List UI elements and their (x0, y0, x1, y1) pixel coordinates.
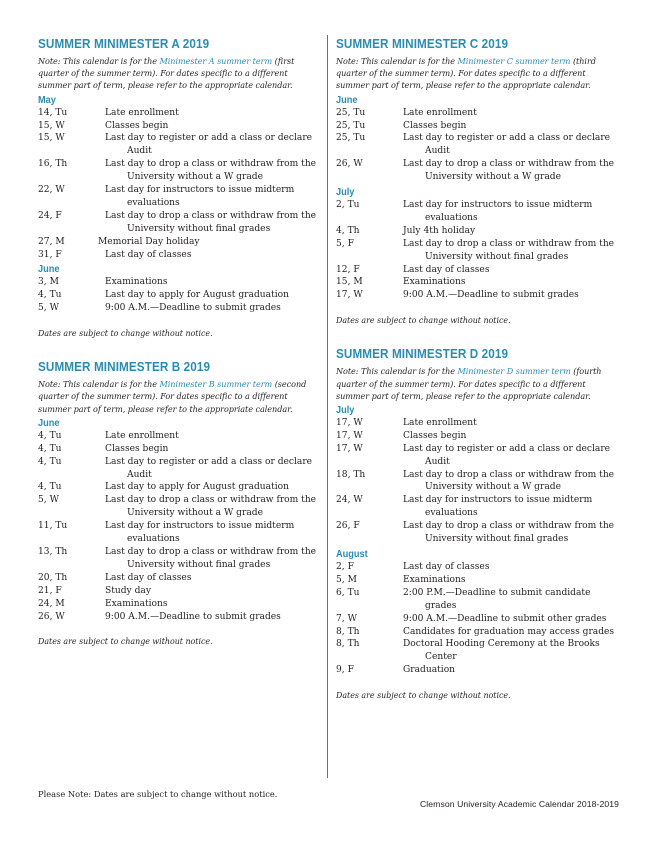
calendar-event (336, 638, 621, 664)
month-heading: June (38, 264, 60, 276)
calendar-event (38, 276, 320, 289)
calendar-event (38, 598, 320, 611)
event-date: 26, F (336, 521, 360, 532)
event-date: 20, Th (38, 572, 68, 583)
calendar-event (336, 132, 621, 158)
event-date: 7, W (336, 613, 357, 624)
event-description: Last day of classes (105, 572, 192, 583)
month-list (38, 95, 320, 316)
event-description: Last day to apply for August graduation (105, 482, 289, 493)
event-date: 26, W (38, 611, 65, 622)
event-description: Candidates for graduation may access grades (403, 626, 615, 637)
event-date: 4, Tu (38, 482, 62, 493)
event-date: 17, W (336, 443, 363, 454)
calendar-event (336, 225, 621, 238)
calendar-event (336, 520, 621, 546)
note-text: Note: This calendar is for the (336, 366, 458, 377)
event-date: 8, Th (336, 639, 360, 650)
calendar-event (336, 626, 621, 639)
month-list (336, 95, 621, 303)
calendar-event (38, 456, 320, 482)
event-date: 5, W (38, 495, 59, 506)
calendar-event (38, 572, 320, 585)
event-description: Graduation (403, 665, 456, 676)
event-description: Examinations (403, 574, 466, 585)
event-description: Last day of classes (403, 264, 490, 275)
event-date: 18, Th (336, 469, 366, 480)
event-date: 2, Tu (336, 200, 360, 211)
event-date: 5, F (336, 238, 354, 249)
event-description: Last day to drop a class or withdraw from the University without a W grade (403, 469, 615, 493)
note-text: (second quarter of the summer term). For dates specific to a different summer part of term, please refer to the appropriate calendar. (38, 379, 307, 414)
event-date: 15, M (336, 277, 363, 288)
section-title: SUMMER MINIMESTER C 2019 (336, 37, 509, 51)
calendar-event (38, 289, 320, 302)
event-date: 16, Th (38, 159, 68, 170)
event-description: Late enrollment (403, 417, 477, 428)
calendar-event (38, 107, 320, 120)
calendar-event (38, 302, 320, 315)
event-date: 24, W (336, 495, 363, 506)
calendar-event (38, 430, 320, 443)
event-description: 9:00 A.M.—Deadline to submit other grades (403, 613, 607, 624)
event-date: 24, M (38, 598, 65, 609)
section-note (336, 55, 621, 92)
event-description: Last day to drop a class or withdraw from the University without a W grade (403, 159, 615, 183)
calendar-event (336, 120, 621, 133)
event-date: 8, Th (336, 626, 360, 637)
calendar-event (336, 494, 621, 520)
event-date: 15, W (38, 133, 65, 144)
event-description: Last day of classes (403, 561, 490, 572)
event-date: 4, Tu (38, 456, 62, 467)
event-description: Last day for instructors to issue midterm evaluations (403, 495, 593, 519)
event-description: Doctoral Hooding Ceremony at the Brooks Center (403, 639, 600, 663)
section-note (38, 55, 320, 92)
term-link[interactable]: Minimester D summer term (457, 366, 571, 377)
month-heading: August (336, 548, 368, 560)
event-description: Last day to drop a class or withdraw from the University without final grades (105, 546, 317, 570)
event-description: Examinations (403, 277, 466, 288)
event-date: 25, Tu (336, 133, 366, 144)
section-minimester-d (336, 346, 621, 701)
month-heading: May (38, 94, 56, 106)
calendar-event (336, 561, 621, 574)
event-date: 4, Tu (38, 290, 62, 301)
event-description: Last day to apply for August graduation (105, 290, 289, 301)
section-minimester-a (38, 36, 320, 339)
event-date: 31, F (38, 249, 62, 260)
event-date: 12, F (336, 264, 360, 275)
calendar-event (38, 249, 320, 262)
calendar-event (336, 469, 621, 495)
calendar-event (336, 276, 621, 289)
event-description: Classes begin (403, 430, 467, 441)
note-text: (fourth quarter of the summer term). For dates specific to a different summer part of term, please refer to the appropriate calendar. (336, 366, 602, 401)
event-date: 21, F (38, 585, 62, 596)
event-description: Last day to register or add a class or declare Audit (105, 133, 313, 157)
disclaimer: Dates are subject to change without notice. (38, 637, 213, 647)
event-date: 4, Th (336, 225, 360, 236)
event-date: 14, Tu (38, 107, 68, 118)
event-description: Last day to drop a class or withdraw from the University without final grades (403, 238, 615, 262)
event-description: Examinations (105, 277, 168, 288)
event-date: 26, W (336, 159, 363, 170)
event-description: Last day for instructors to issue midterm evaluations (403, 200, 593, 223)
event-description: Examinations (105, 598, 168, 609)
term-link[interactable]: Minimester B summer term (159, 379, 273, 390)
event-date: 24, F (38, 210, 62, 221)
event-date: 6, Tu (336, 587, 360, 598)
disclaimer: Dates are subject to change without notice. (336, 316, 511, 326)
note-text: Note: This calendar is for the (336, 56, 458, 66)
section-minimester-b (38, 359, 320, 647)
event-description: Late enrollment (105, 430, 179, 441)
calendar-event (38, 210, 320, 236)
event-date: 4, Tu (38, 443, 62, 454)
section-title: SUMMER MINIMESTER B 2019 (38, 360, 211, 375)
event-description: Last day to register or add a class or declare Audit (403, 133, 611, 157)
event-description: Classes begin (403, 120, 467, 131)
footer-calendar-title: Clemson University Academic Calendar 2018-2019 (419, 799, 619, 809)
event-date: 2, F (336, 561, 354, 572)
event-description: 9:00 A.M.—Deadline to submit grades (105, 611, 281, 622)
month-heading: June (336, 94, 358, 106)
event-date: 5, M (336, 574, 357, 585)
column-divider (327, 35, 328, 778)
event-date: 25, Tu (336, 107, 366, 118)
calendar-event (38, 158, 320, 184)
calendar-event (336, 664, 621, 677)
calendar-event (336, 199, 621, 225)
event-date: 9, F (336, 665, 354, 676)
section-title: SUMMER MINIMESTER A 2019 (38, 37, 210, 51)
calendar-event (336, 289, 621, 302)
right-column (336, 36, 621, 701)
section-title: SUMMER MINIMESTER D 2019 (336, 347, 509, 362)
note-text: Note: This calendar is for the (38, 379, 160, 390)
event-date: 17, W (336, 290, 363, 301)
calendar-event (38, 132, 320, 158)
event-description: Late enrollment (105, 107, 179, 118)
event-date: 27, M (38, 236, 65, 247)
event-date: 4, Tu (38, 430, 62, 441)
calendar-event (38, 184, 320, 210)
event-date: 17, W (336, 430, 363, 441)
event-date: 17, W (336, 417, 363, 428)
calendar-event (336, 430, 621, 443)
calendar-event (336, 417, 621, 430)
calendar-event (38, 520, 320, 546)
event-description: Last day to drop a class or withdraw from the University without final grades (105, 210, 317, 234)
month-heading: July (336, 404, 355, 416)
event-date: 22, W (38, 185, 65, 196)
calendar-event (38, 546, 320, 572)
calendar-event (38, 481, 320, 494)
event-description: Late enrollment (403, 107, 477, 118)
calendar-event (336, 587, 621, 613)
calendar-event (38, 120, 320, 133)
disclaimer: Dates are subject to change without notice. (336, 691, 511, 701)
event-date: 3, M (38, 277, 59, 288)
event-date: 5, W (38, 303, 59, 314)
left-column (38, 36, 320, 647)
event-description: July 4th holiday (403, 225, 476, 236)
month-heading: June (38, 417, 60, 429)
calendar-event (336, 107, 621, 120)
footer-note: Please Note: Dates are subject to change without notice. (38, 789, 278, 799)
event-description: 9:00 A.M.—Deadline to submit grades (403, 290, 579, 301)
event-description: Study day (105, 585, 151, 596)
calendar-event (336, 443, 621, 469)
calendar-event (336, 158, 621, 184)
event-description: Memorial Day holiday (98, 236, 200, 247)
event-date: 15, W (38, 120, 65, 131)
event-description: Last day to register or add a class or declare Audit (403, 443, 611, 467)
event-description: Classes begin (105, 443, 169, 454)
term-link[interactable]: Minimester C summer term (457, 56, 571, 66)
event-description: 2:00 P.M.—Deadline to submit candidate grades (403, 587, 591, 611)
event-description: Last day for instructors to issue midterm evaluations (105, 185, 295, 208)
event-date: 11, Tu (38, 521, 68, 532)
event-description: Classes begin (105, 120, 169, 131)
term-link[interactable]: Minimester A summer term (159, 56, 273, 66)
note-text: (third quarter of the summer term). For dates specific to a different summer part of term, please refer to the appropriate calendar. (336, 56, 596, 91)
event-description: Last day to register or add a class or declare Audit (105, 456, 313, 480)
event-description: Last day to drop a class or withdraw from the University without a W grade (105, 159, 317, 183)
disclaimer: Dates are subject to change without notice. (38, 329, 213, 339)
month-list (38, 418, 320, 624)
month-heading: July (336, 187, 355, 199)
calendar-event (336, 613, 621, 626)
section-note (38, 378, 320, 415)
month-list (336, 405, 621, 677)
event-description: Last day for instructors to issue midterm evaluations (105, 521, 295, 545)
section-minimester-c (336, 36, 621, 326)
calendar-event (336, 574, 621, 587)
calendar-event (336, 238, 621, 264)
event-description: 9:00 A.M.—Deadline to submit grades (105, 303, 281, 314)
section-note (336, 365, 621, 402)
event-description: Last day of classes (105, 249, 192, 260)
calendar-event (38, 611, 320, 624)
calendar-event (38, 443, 320, 456)
event-description: Last day to drop a class or withdraw from the University without final grades (403, 521, 615, 545)
calendar-event (38, 236, 320, 249)
event-date: 13, Th (38, 546, 68, 557)
calendar-event (38, 585, 320, 598)
calendar-event (336, 264, 621, 277)
event-date: 25, Tu (336, 120, 366, 131)
calendar-event (38, 494, 320, 520)
note-text: Note: This calendar is for the (38, 56, 160, 66)
event-description: Last day to drop a class or withdraw from the University without a W grade (105, 495, 317, 519)
note-text: (first quarter of the summer term). For dates specific to a different summer part of term, please refer to the appropriate calendar. (38, 56, 295, 91)
